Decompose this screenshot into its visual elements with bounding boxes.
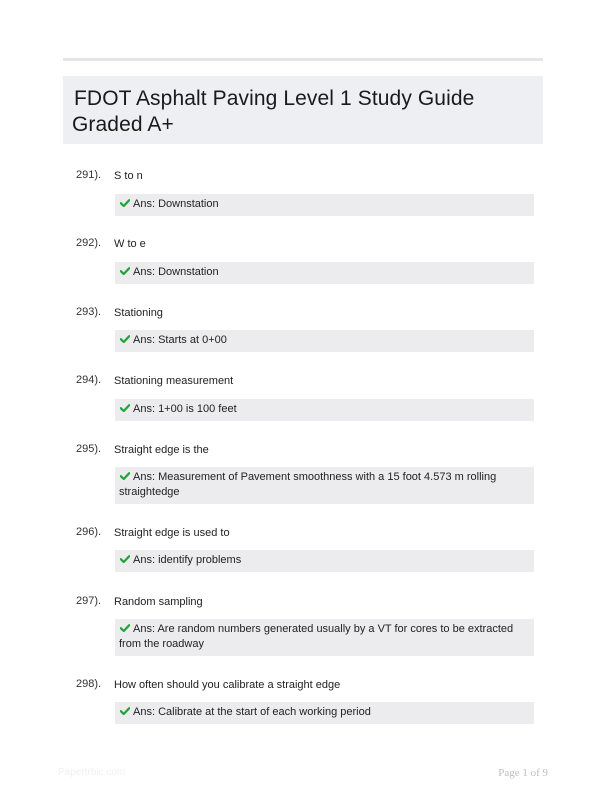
document-title-line-2: Graded A+ — [72, 113, 174, 136]
answer-box — [115, 550, 534, 572]
answer-text: Ans: Downstation — [133, 198, 219, 210]
question-text: Stationing measurement — [114, 375, 234, 387]
question-number: 297). — [76, 595, 102, 607]
question-number: 295). — [76, 443, 102, 455]
footer-watermark: Papertrbic.com — [58, 767, 126, 778]
question-text: Random sampling — [114, 596, 203, 608]
answer-box — [115, 467, 534, 504]
answer-text: Ans: identify problems — [133, 554, 242, 566]
question-number: 293). — [76, 306, 102, 318]
answer-text: Ans: Starts at 0+00 — [133, 334, 227, 346]
check-icon — [120, 199, 130, 207]
answer-text: Ans: Are random numbers generated usually by a VT for cores to be extracted from the roadway — [119, 623, 514, 650]
answer-box — [115, 194, 534, 216]
check-icon — [120, 555, 130, 563]
question-text: Straight edge is the — [114, 444, 209, 456]
top-divider — [63, 58, 543, 61]
document-title-line-1: FDOT Asphalt Paving Level 1 Study Guide — [74, 87, 475, 110]
question-number: 294). — [76, 374, 102, 386]
question-number: 291). — [76, 169, 102, 181]
check-icon — [120, 707, 130, 715]
answer-text: Ans: Downstation — [133, 266, 219, 278]
question-number: 292). — [76, 237, 102, 249]
question-number: 296). — [76, 526, 102, 538]
answer-box — [115, 619, 534, 656]
check-icon — [120, 267, 130, 275]
answer-text: Ans: 1+00 is 100 feet — [133, 403, 237, 415]
question-text: How often should you calibrate a straight edge — [114, 679, 341, 691]
question-text: Stationing — [114, 307, 163, 319]
document-title-box — [63, 76, 543, 144]
answer-text: Ans: Measurement of Pavement smoothness with a 15 foot 4.573 m rolling straightedge — [119, 471, 497, 498]
answer-box — [115, 330, 534, 352]
check-icon — [120, 624, 130, 632]
question-text: W to e — [114, 238, 146, 250]
answer-box — [115, 702, 534, 724]
question-text: Straight edge is used to — [114, 527, 230, 539]
question-number: 298). — [76, 678, 102, 690]
question-text: S to n — [114, 170, 143, 182]
check-icon — [120, 404, 130, 412]
answer-box — [115, 262, 534, 284]
document-title — [72, 86, 535, 138]
answer-box — [115, 399, 534, 421]
page-indicator: Page 1 of 9 — [498, 767, 548, 779]
answer-text: Ans: Calibrate at the start of each working period — [133, 706, 371, 718]
check-icon — [120, 472, 130, 480]
check-icon — [120, 335, 130, 343]
